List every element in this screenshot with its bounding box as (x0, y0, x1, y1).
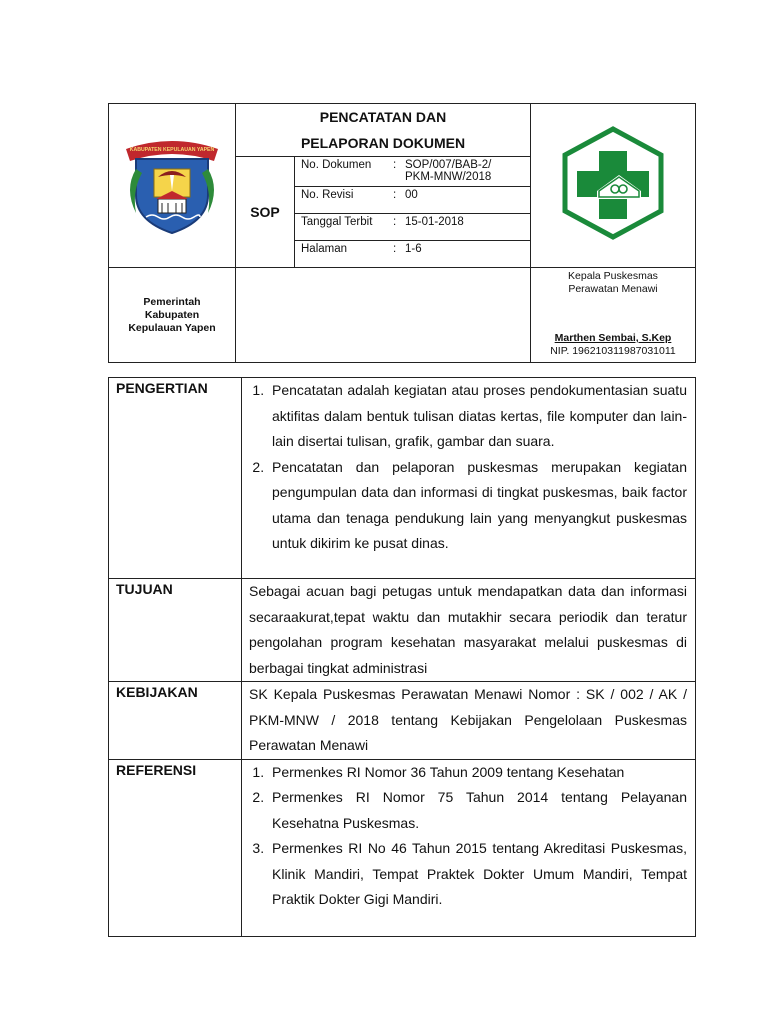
section-body (242, 378, 696, 579)
policy-text: SK Kepala Puskesmas Perawatan Menawi Nomor : SK / 002 / AK / PKM-MNW / 2018 tentang Kebijakan Pengelolaan Puskesmas Perawatan Menawi (249, 686, 687, 753)
meta-row: Tanggal Terbit : 15-01-2018 (295, 214, 531, 241)
government-label: Pemerintah Kabupaten Kepulauan Yapen (109, 268, 236, 363)
right-logo-cell (531, 104, 696, 268)
section-body (242, 759, 696, 936)
signatory-name: Marthen Sembai, S.Kep (554, 332, 672, 344)
section-body (242, 579, 696, 682)
list-item: 3. Permenkes RI No 46 Tahun 2015 tentang Akreditasi Puskesmas, Klinik Mandiri, Tempat Praktek Dokter Umum Mandiri, Tempat Praktik Dokter Gigi Mandiri. (268, 836, 687, 913)
signatory-nip: NIP. 196210311987031011 (550, 345, 676, 357)
left-logo-cell (109, 104, 236, 268)
meta-row: Halaman : 1-6 (295, 241, 531, 268)
puskesmas-logo-icon (557, 125, 669, 241)
svg-text:KABUPATEN KEPULAUAN YAPEN: KABUPATEN KEPULAUAN YAPEN (129, 147, 215, 153)
purpose-text: Sebagai acuan bagi petugas untuk mendapatkan data dan informasi secaraakurat,tepat waktu dan mutakhir secara periodik dan teratur pengolahan program kesehatan masyarakat melalui puskesmas di berbagai tingkat administrasi (249, 583, 687, 676)
regency-emblem-icon (122, 129, 222, 237)
section-label: KEBIJAKAN (109, 682, 242, 760)
signature-cell (531, 268, 696, 363)
blank-cell (236, 268, 531, 363)
section-label: TUJUAN (109, 579, 242, 682)
list-item: 1. Pencatatan adalah kegiatan atau proses pendokumentasian suatu aktifitas dalam bentuk tulisan diatas kertas, file komputer dan lain-lain disertai tulisan, grafik, gambar dan suara. (268, 378, 687, 455)
meta-row: No. Revisi : 00 (295, 187, 531, 214)
section-label: PENGERTIAN (109, 378, 242, 579)
section-row (109, 579, 696, 682)
meta-row: No. Dokumen : SOP/007/BAB-2/ PKM-MNW/2018 (295, 157, 531, 187)
list-item: 2. Pencatatan dan pelaporan puskesmas merupakan kegiatan pengumpulan data dan informasi di tingkat puskesmas, baik factor utama dan tenaga pendukung lain yang menyangkut puskesmas untuk dikirim ke pusat dinas. (268, 455, 687, 557)
section-body (242, 682, 696, 760)
list-item: 2. Permenkes RI Nomor 75 Tahun 2014 tentang Pelayanan Kesehatna Puskesmas. (268, 785, 687, 836)
sop-content-table (108, 377, 696, 937)
sop-label: SOP (236, 157, 295, 268)
signatory-position: Kepala Puskesmas Perawatan Menawi (568, 270, 658, 295)
list-item: 1. Permenkes RI Nomor 36 Tahun 2009 tentang Kesehatan (268, 760, 687, 786)
document-title: PENCATATAN DAN PELAPORAN DOKUMEN (236, 104, 531, 157)
definition-list (249, 378, 687, 557)
section-label: REFERENSI (109, 759, 242, 936)
sop-header-table (108, 103, 696, 363)
reference-list (249, 760, 687, 913)
section-row (109, 759, 696, 936)
section-row (109, 682, 696, 760)
section-row (109, 378, 696, 579)
